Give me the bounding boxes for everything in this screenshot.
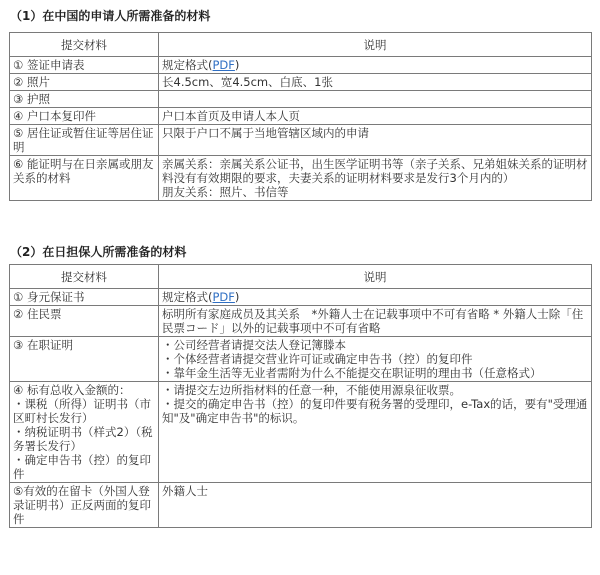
row-desc: 标明所有家庭成员及其关系 *外籍人士在记载事项中不可有省略 * 外籍人士除「住民票コード」以外的记载事项中不可有省略 (159, 306, 592, 337)
table-row (10, 91, 592, 108)
desc-line: ・靠年金生活等无业者需附为什么不能提交在职证明的理由书（任意格式） (162, 366, 542, 380)
section1-title: （1）在中国的申请人所需准备的材料 (10, 9, 211, 23)
row-desc (159, 57, 592, 74)
row-item: ③ 护照 (10, 91, 159, 108)
row-item: ① 身元保证书 (10, 289, 159, 306)
desc-line: 亲属关系：亲属关系公证书，出生医学证明书等（亲子关系、兄弟姐妹关系的证明材料没有有效期限的要求，夫妻关系的证明材料要求是发行3个月内的） (162, 157, 588, 185)
table-row (10, 156, 592, 201)
row-item: ⑥ 能证明与在日亲属或朋友关系的材料 (10, 156, 159, 201)
desc-line: ・个体经营者请提交营业许可证或确定申告书（控）的复印件 (162, 352, 473, 366)
row-desc: 外籍人士 (159, 483, 592, 528)
row-desc (159, 289, 592, 306)
row-item: ⑤ 居住证或暂住证等居住证明 (10, 125, 159, 156)
desc-text: 规定格式( (162, 58, 213, 72)
row-item (10, 382, 159, 483)
table-row (10, 382, 592, 483)
row-desc (159, 91, 592, 108)
pdf-link[interactable]: PDF (212, 58, 235, 72)
desc-line: ・公司经营者请提交法人登记簿滕本 (162, 338, 346, 352)
item-line: ・纳税证明书（样式2）（税务署长发行） (13, 425, 153, 453)
desc-line: 朋友关系：照片、书信等 (162, 185, 289, 199)
item-line: ・确定申告书（控）的复印件 (13, 453, 151, 481)
header-materials: 提交材料 (10, 265, 159, 289)
table-row (10, 337, 592, 382)
row-item: ③ 在职证明 (10, 337, 159, 382)
item-line: ・课税（所得）证明书（市区町村长发行） (13, 397, 151, 425)
header-description: 说明 (159, 265, 592, 289)
row-desc: 户口本首页及申请人本人页 (159, 108, 592, 125)
desc-text: 规定格式( (162, 290, 213, 304)
desc-text: ) (234, 290, 240, 304)
desc-line: ・提交的确定申告书（控）的复印件要有税务署的受理印，e-Tax的话，要有"受理通知"及"确定申告书"的标识。 (162, 397, 588, 425)
row-item: ⑤有效的在留卡（外国人登录证明书）正反两面的复印件 (10, 483, 159, 528)
pdf-link[interactable]: PDF (212, 290, 235, 304)
row-desc (159, 156, 592, 201)
header-materials: 提交材料 (10, 33, 159, 57)
table-applicant-materials (9, 32, 592, 201)
row-desc: 长4.5cm、宽4.5cm、白底、1张 (159, 74, 592, 91)
row-item: ① 签证申请表 (10, 57, 159, 74)
row-desc: 只限于户口不属于当地管辖区域内的申请 (159, 125, 592, 156)
desc-line: ・请提交左边所指材料的任意一种，不能使用源泉征收票。 (162, 383, 461, 397)
table-header-row (10, 265, 592, 289)
table-row (10, 57, 592, 74)
row-item: ② 住民票 (10, 306, 159, 337)
section2-title: （2）在日担保人所需准备的材料 (10, 245, 187, 259)
row-item: ④ 户口本复印件 (10, 108, 159, 125)
item-line: ④ 标有总收入金额的： (13, 383, 131, 397)
table-guarantor-materials (9, 264, 592, 528)
table-row (10, 483, 592, 528)
table-row (10, 306, 592, 337)
row-desc (159, 382, 592, 483)
row-item: ② 照片 (10, 74, 159, 91)
row-desc (159, 337, 592, 382)
table-row (10, 74, 592, 91)
desc-text: ) (234, 58, 240, 72)
table-row (10, 125, 592, 156)
table-row (10, 108, 592, 125)
table-header-row (10, 33, 592, 57)
header-description: 说明 (159, 33, 592, 57)
table-row (10, 289, 592, 306)
